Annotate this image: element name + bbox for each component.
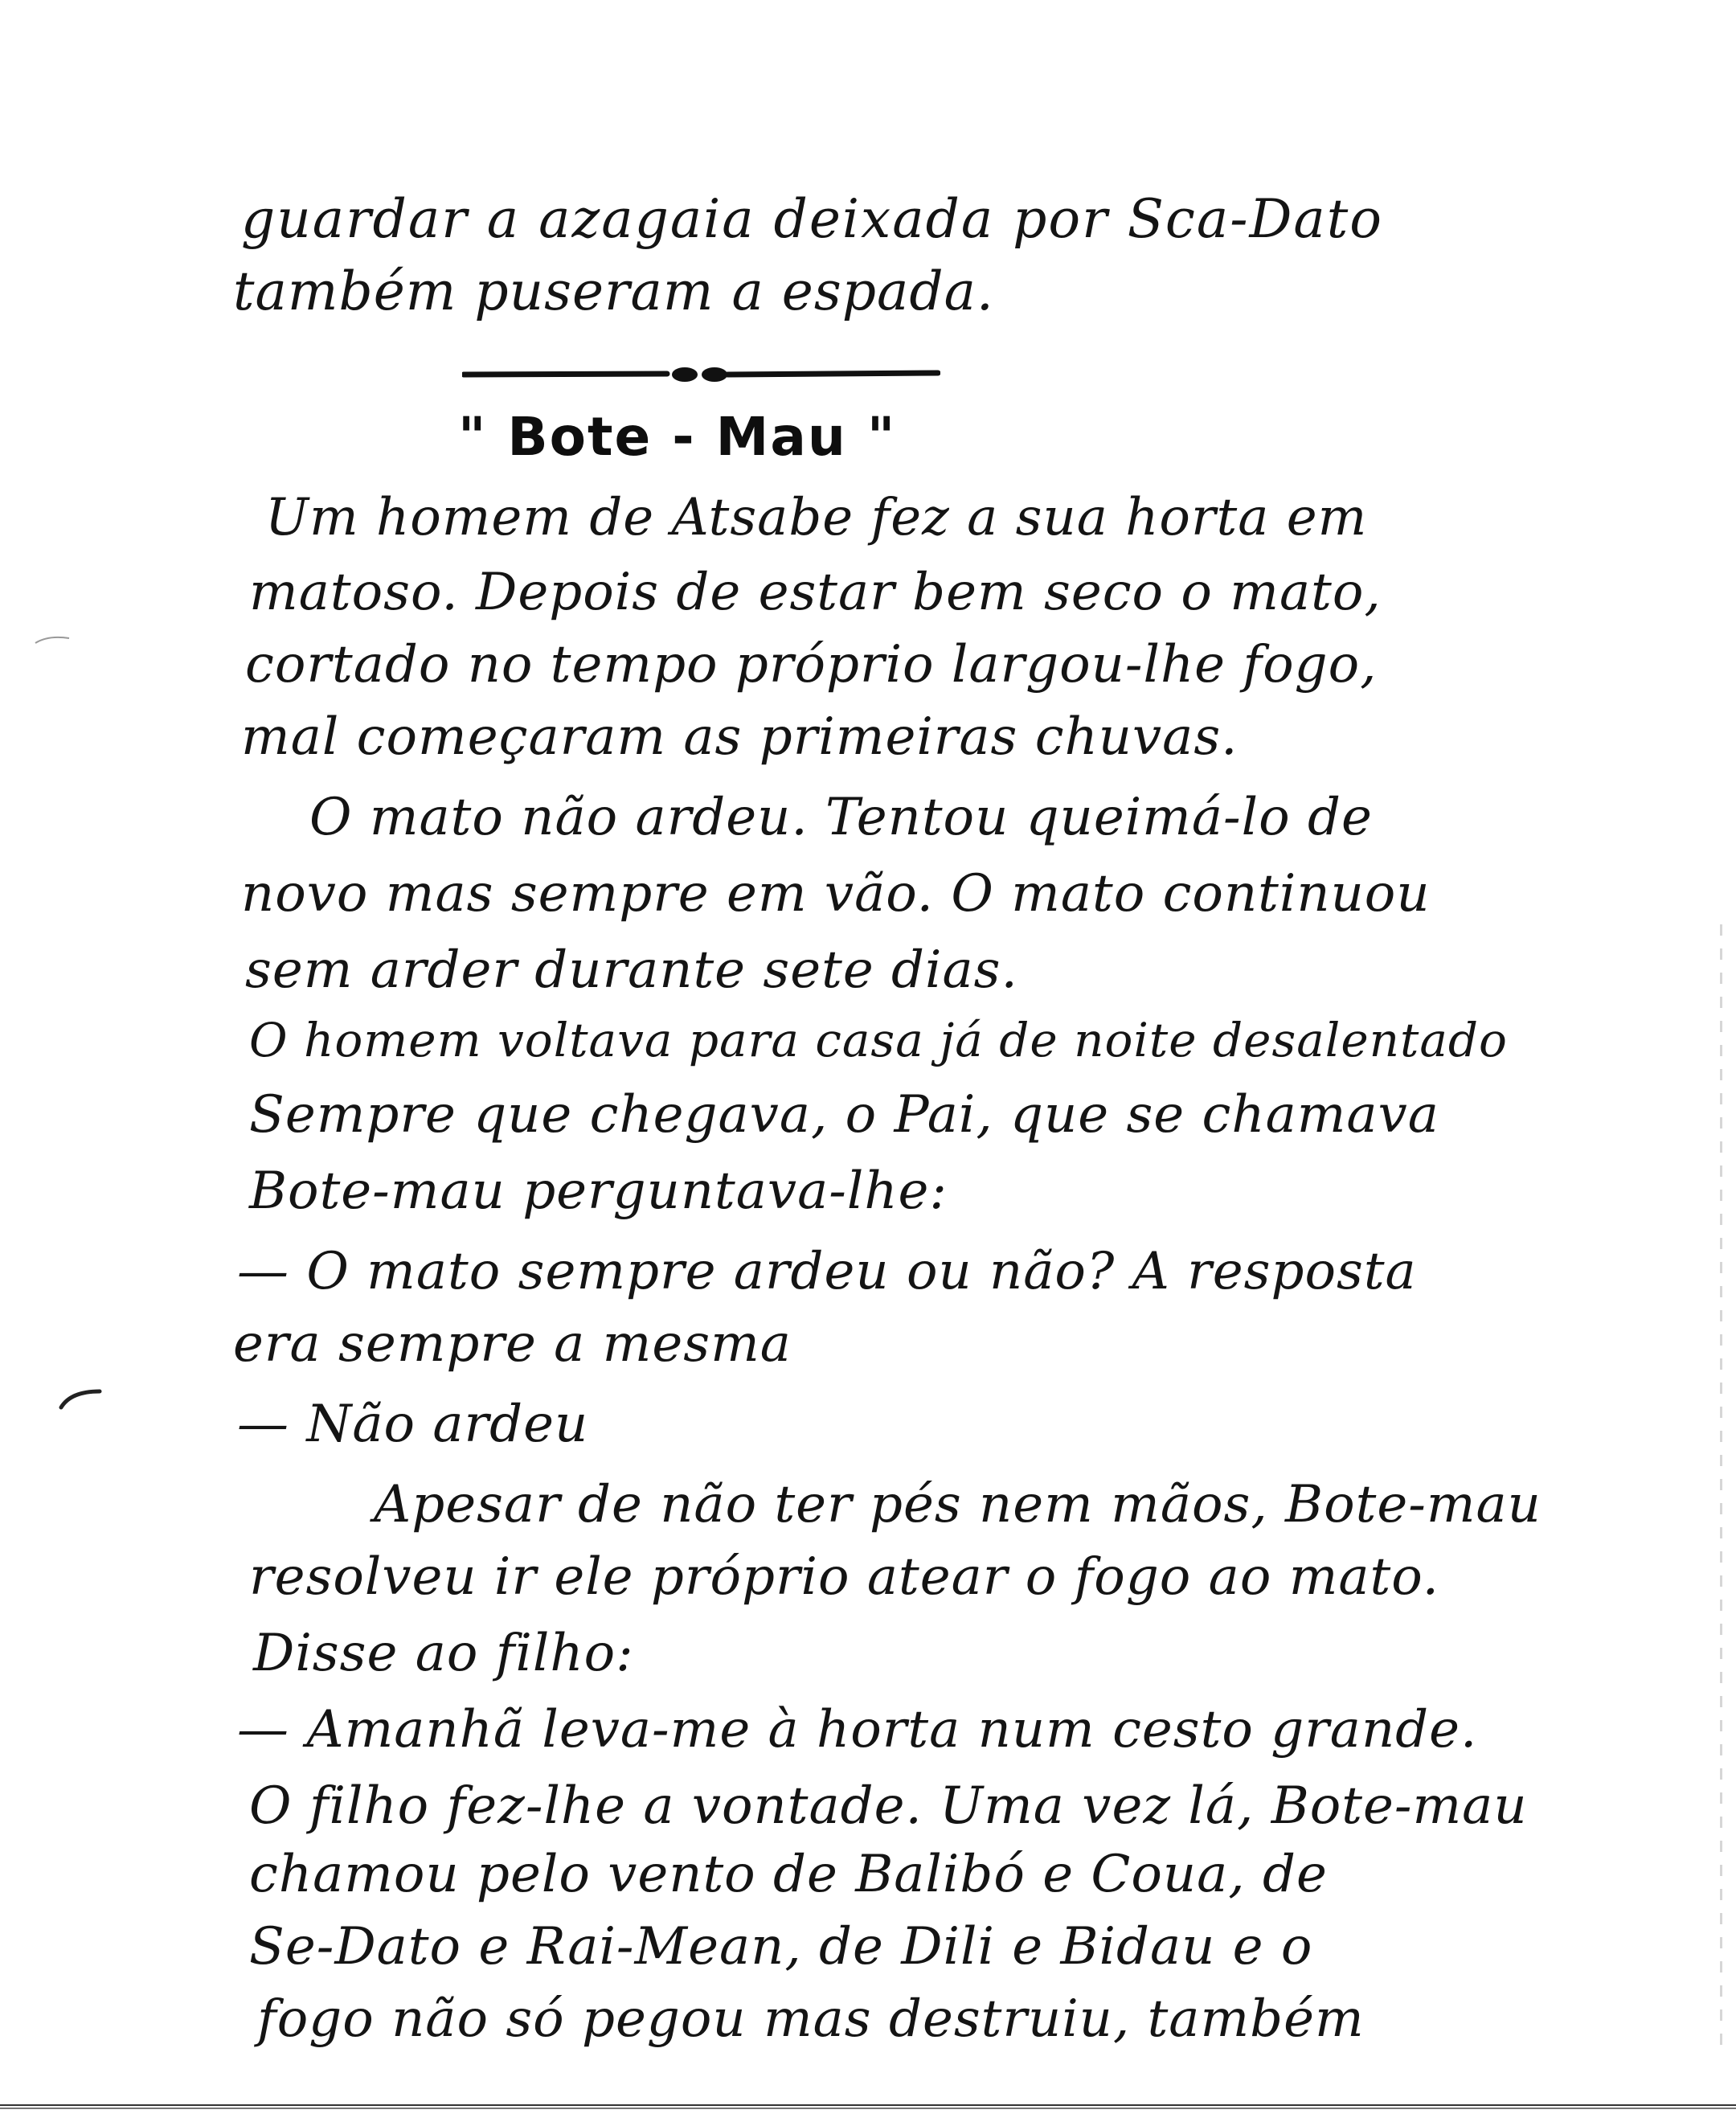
opening-line-1: guardar a azagaia deixada por Sca-Dato	[241, 188, 1384, 250]
opening-line-2: também puseram a espada.	[233, 260, 994, 322]
body-line: O filho fez-lhe a vontade. Uma vez lá, Bote-mau	[249, 1776, 1528, 1836]
margin-smudge	[56, 1387, 104, 1411]
body-line: — Não ardeu	[237, 1395, 589, 1454]
title-separator	[462, 363, 940, 384]
body-line: era sempre a mesma	[233, 1314, 792, 1374]
body-line: Disse ao filho:	[253, 1624, 634, 1683]
body-line: O homem voltava para casa já de noite desalentado	[249, 1013, 1508, 1067]
body-line: — Amanhã leva-me à horta num cesto grande.	[237, 1700, 1478, 1759]
body-line: mal começaram as primeiras chuvas.	[241, 707, 1239, 767]
bottom-page-edge	[0, 2104, 1736, 2109]
body-line: — O mato sempre ardeu ou não? A resposta	[237, 1242, 1417, 1301]
body-line: cortado no tempo próprio largou-lhe fogo,	[245, 635, 1378, 694]
scan-edge-artifact	[1720, 924, 1722, 2050]
body-line: chamou pelo vento de Balibó e Coua, de	[249, 1845, 1328, 1904]
body-line: O mato não ardeu. Tentou queimá-lo de	[309, 788, 1373, 847]
body-line: resolveu ir ele próprio atear o fogo ao mato.	[249, 1547, 1439, 1607]
body-line: Um homem de Atsabe fez a sua horta em	[265, 488, 1368, 547]
body-line: novo mas sempre em vão. O mato continuou	[241, 864, 1431, 924]
body-line: Se-Dato e Rai-Mean, de Dili e Bidau e o	[249, 1917, 1313, 1977]
body-line: Sempre que chegava, o Pai, que se chamava	[249, 1085, 1439, 1145]
body-line: sem arder durante sete dias.	[245, 940, 1018, 1000]
margin-smudge	[32, 632, 72, 648]
story-title: " Bote - Mau "	[458, 406, 897, 468]
body-line: fogo não só pegou mas destruiu, também	[257, 1989, 1365, 2049]
body-line: matoso. Depois de estar bem seco o mato,	[249, 563, 1382, 622]
body-line: Apesar de não ter pés nem mãos, Bote-mau	[374, 1475, 1542, 1534]
body-line: Bote-mau perguntava-lhe:	[249, 1161, 948, 1221]
